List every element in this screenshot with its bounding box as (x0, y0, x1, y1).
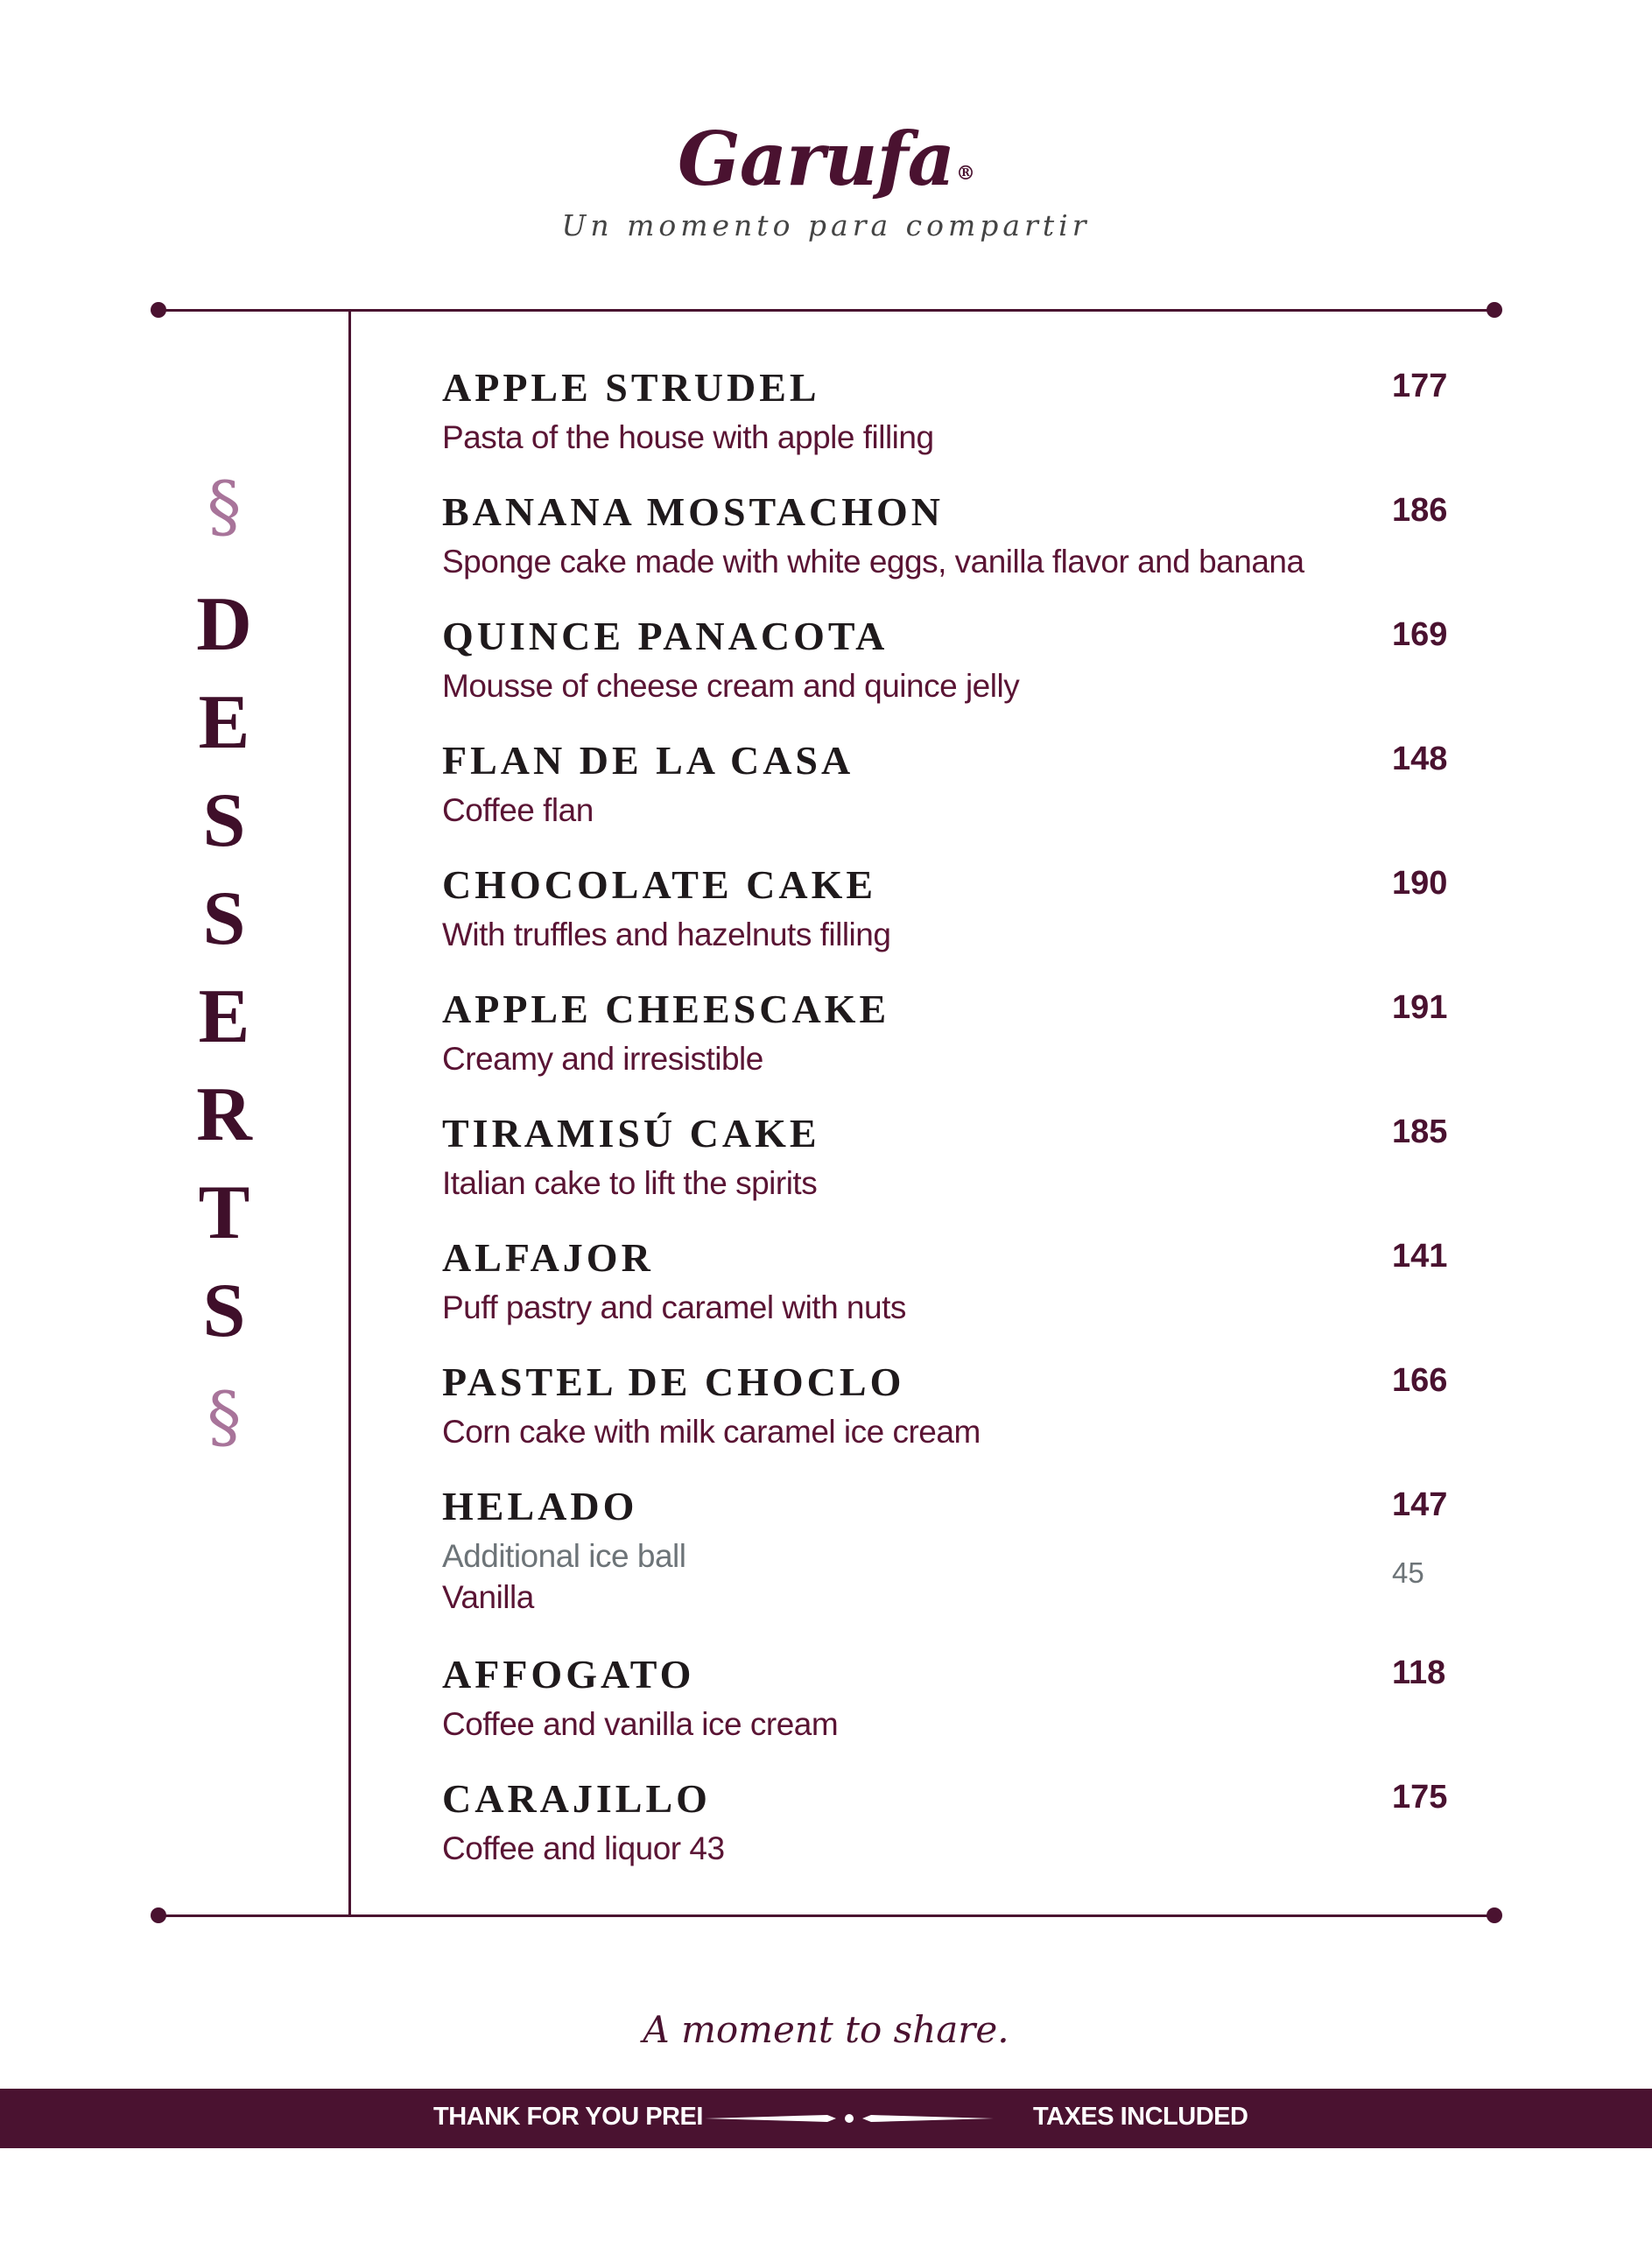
section-letter: S (202, 876, 246, 961)
section-letter: S (202, 778, 246, 863)
section-letter: R (196, 1072, 252, 1157)
header-tagline: Un momento para compartir (561, 208, 1091, 242)
menu-item (442, 489, 1449, 580)
footer-left-text: THANK FOR YOU PREI (433, 2103, 703, 2131)
item-price: 185 (1392, 1113, 1448, 1150)
registered-mark: ® (956, 162, 975, 185)
item-description: Coffee and liquor 43 (442, 1830, 725, 1866)
item-name: ALFAJOR (442, 1235, 654, 1280)
item-price: 141 (1392, 1238, 1448, 1275)
vertical-divider (348, 310, 351, 1915)
menu-item (442, 1235, 1449, 1326)
item-description: With truffles and hazelnuts filling (442, 917, 891, 952)
item-description: Puff pastry and caramel with nuts (442, 1289, 906, 1325)
footer-right-text: TAXES INCLUDED (1033, 2103, 1248, 2131)
item-price: 169 (1392, 616, 1448, 653)
menu-item (442, 862, 1449, 953)
item-name: PASTEL DE CHOCLO (442, 1359, 905, 1404)
item-description: Coffee flan (442, 792, 594, 828)
menu-item (442, 1654, 1449, 1743)
item-description: Vanilla (442, 1578, 534, 1615)
flourish-divider-icon (705, 2110, 994, 2127)
item-description: Mousse of cheese cream and quince jelly (442, 668, 1020, 704)
menu-item (442, 616, 1449, 705)
item-description: Corn cake with milk caramel ice cream (442, 1414, 981, 1450)
item-price: 190 (1392, 865, 1448, 902)
section-letter: S (202, 1268, 246, 1353)
item-name: AFFOGATO (442, 1652, 695, 1697)
section-letter: E (198, 680, 250, 765)
item-description: Italian cake to lift the spirits (442, 1165, 818, 1201)
menu-item (442, 989, 1449, 1078)
item-price: 147 (1392, 1486, 1448, 1523)
section-title (175, 467, 273, 1457)
top-divider-right-dot (1487, 302, 1502, 318)
menu-item (442, 365, 1449, 456)
item-description: Creamy and irresistible (442, 1041, 763, 1077)
item-name: FLAN DE LA CASA (442, 738, 854, 783)
item-name: CARAJILLO (442, 1776, 711, 1821)
header (0, 116, 1652, 242)
item-name: QUINCE PANACOTA (442, 614, 889, 658)
logo-text: Garufa (677, 116, 955, 202)
item-price: 177 (1392, 368, 1448, 404)
item-description: Sponge cake made with white eggs, vanilla flavor and banana (442, 544, 1304, 580)
menu-item (442, 1113, 1449, 1202)
item-price: 118 (1392, 1654, 1446, 1691)
item-price: 166 (1392, 1362, 1448, 1399)
item-name: APPLE STRUDEL (442, 365, 820, 410)
item-description: Coffee and vanilla ice cream (442, 1706, 839, 1742)
top-divider-left-dot (151, 302, 166, 318)
bottom-divider-left-dot (151, 1907, 166, 1923)
brand-logo (0, 116, 1652, 202)
item-name: HELADO (442, 1484, 638, 1528)
menu-item (442, 1776, 1449, 1867)
item-price: 175 (1392, 1779, 1448, 1816)
menu-item (442, 1359, 1449, 1451)
section-ornament-top: § (207, 467, 242, 546)
item-description: Pasta of the house with apple filling (442, 419, 934, 455)
section-letter: E (198, 974, 250, 1059)
item-name: TIRAMISÚ CAKE (442, 1111, 820, 1156)
footer-tagline: A moment to share. (643, 2008, 1009, 2051)
item-name: APPLE CHEESCAKE (442, 987, 890, 1031)
item-price: 186 (1392, 492, 1448, 529)
item-extra: Additional ice ball (442, 1538, 686, 1574)
bottom-divider (158, 1914, 1495, 1917)
section-ornament-bottom: § (207, 1378, 242, 1457)
item-extra-price: 45 (1392, 1556, 1424, 1589)
top-divider (158, 309, 1495, 312)
footer-bar (0, 2089, 1652, 2148)
menu-item (442, 1486, 1449, 1615)
bottom-divider-right-dot (1487, 1907, 1502, 1923)
item-price: 191 (1392, 989, 1448, 1026)
menu-item (442, 738, 1449, 829)
section-letter: T (198, 1170, 250, 1255)
section-letter: D (196, 582, 252, 667)
item-price: 148 (1392, 741, 1448, 777)
item-name: BANANA MOSTACHON (442, 489, 945, 534)
item-name: CHOCOLATE CAKE (442, 862, 877, 907)
